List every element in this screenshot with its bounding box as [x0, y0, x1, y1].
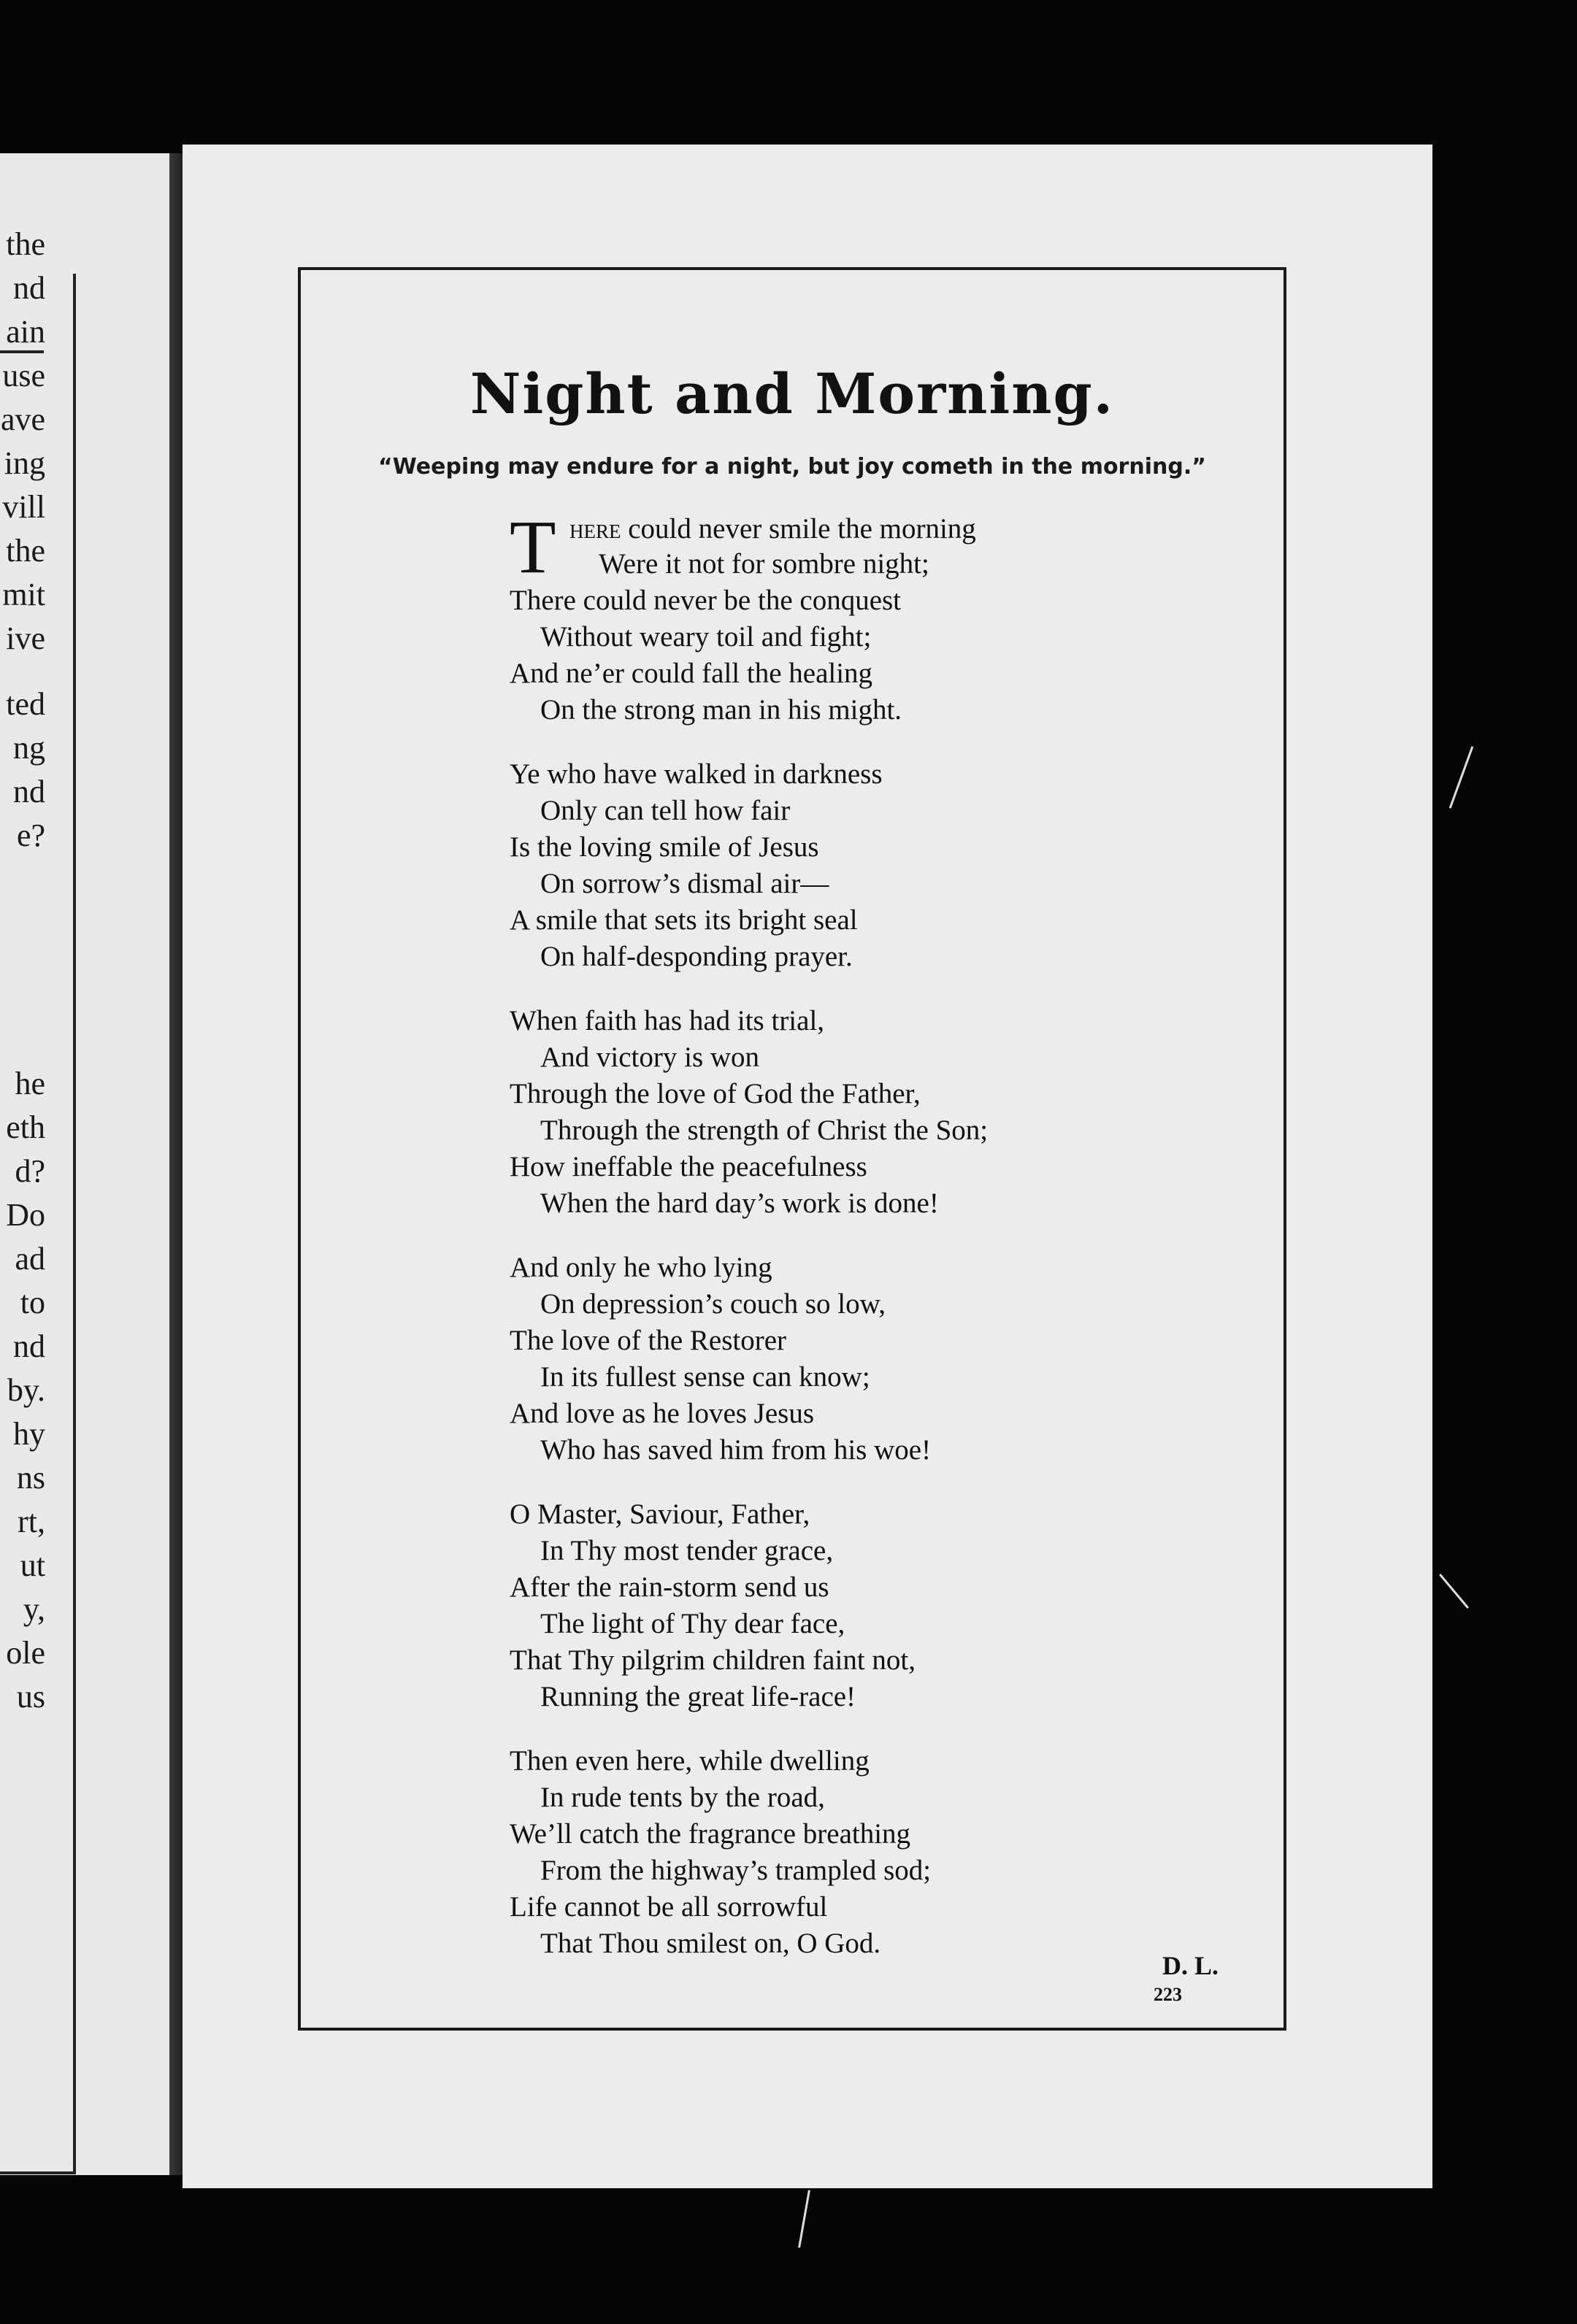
page-number: 223	[1154, 1984, 1182, 2005]
left-page	[0, 153, 178, 2175]
left-page-fragment: the	[6, 533, 45, 569]
left-page-fragment: vill	[2, 489, 45, 525]
poem-line: Then even here, while dwelling	[510, 1745, 870, 1777]
left-page-fragment: e?	[16, 817, 45, 853]
left-page-fragment: hy	[13, 1416, 45, 1452]
left-page-fragment: ns	[16, 1460, 45, 1496]
poem-line: How ineffable the peacefulness	[510, 1151, 867, 1182]
left-page-fragment: to	[20, 1285, 45, 1320]
poem-line: Who has saved him from his woe!	[540, 1434, 932, 1466]
left-page-fragment: the	[6, 226, 45, 262]
paper-fiber	[798, 2190, 810, 2247]
poem-line: Ye who have walked in darkness	[510, 758, 883, 790]
left-page-fragment: Do	[6, 1197, 45, 1233]
poem-line: When faith has had its trial,	[510, 1005, 825, 1036]
poem-line: Through the strength of Christ the Son;	[540, 1115, 989, 1146]
left-page-fragment: nd	[13, 270, 45, 306]
left-page-fragment: ive	[6, 620, 45, 656]
poem-line: After the rain-storm send us	[510, 1571, 829, 1603]
left-page-fragment: rt,	[18, 1504, 45, 1539]
poem-line: That Thy pilgrim children faint not,	[510, 1644, 916, 1676]
poem-line: The love of the Restorer	[510, 1325, 787, 1356]
poem-line: From the highway’s trampled sod;	[540, 1855, 932, 1886]
poem-line: Through the love of God the Father,	[510, 1078, 921, 1109]
left-page-fragment: ted	[6, 686, 45, 722]
author-signature: D. L.	[1162, 1951, 1219, 1980]
paper-fiber	[1439, 1574, 1469, 1609]
left-page-fragment: mit	[2, 577, 45, 612]
poem-line: In rude tents by the road,	[540, 1782, 825, 1813]
poem-line: Were it not for sombre night;	[599, 548, 929, 580]
poem-line: There could never be the conquest	[510, 585, 902, 616]
poem-line: And love as he loves Jesus	[510, 1398, 815, 1429]
poem-line: Without weary toil and fight;	[540, 621, 872, 653]
poem-line: When the hard day’s work is done!	[540, 1188, 939, 1219]
poem-line: And victory is won	[540, 1042, 760, 1073]
left-page-fragment: y,	[23, 1591, 45, 1627]
poem-line: The light of Thy dear face,	[540, 1608, 845, 1639]
poem-line: A smile that sets its bright seal	[510, 904, 858, 936]
left-page-fragment: he	[15, 1066, 45, 1101]
left-page-fragment: ole	[6, 1635, 45, 1671]
poem-line: On depression’s couch so low,	[540, 1288, 886, 1320]
paper-fiber	[1449, 746, 1474, 809]
poem-epigraph: “Weeping may endure for a night, but joy cometh in the morning.”	[378, 454, 1206, 480]
first-line-rest: could never smile the morning	[621, 513, 976, 545]
left-page-fragment: eth	[6, 1109, 45, 1145]
drop-cap: T	[510, 505, 556, 589]
poem-line: And ne’er could fall the healing	[510, 658, 873, 689]
poem-line: And only he who lying	[510, 1252, 772, 1283]
poem-first-line	[569, 511, 976, 547]
poem-line: On sorrow’s dismal air—	[540, 868, 829, 899]
left-page-fragment: use	[2, 358, 45, 393]
poem-line: We’ll catch the fragrance breathing	[510, 1818, 911, 1850]
left-page-fragment: us	[16, 1679, 45, 1715]
left-page-fragment: ave	[0, 401, 45, 437]
poem-line: O Master, Saviour, Father,	[510, 1498, 810, 1530]
poem-line: Life cannot be all sorrowful	[510, 1891, 828, 1923]
left-page-fragment: ng	[13, 730, 45, 766]
left-page-fragment: ain	[6, 314, 45, 350]
left-page-fragment: ing	[4, 445, 45, 481]
poem-line: Only can tell how fair	[540, 795, 791, 826]
poem-title: Night and Morning.	[469, 361, 1115, 426]
first-line-smallcaps: here	[569, 513, 621, 545]
poem-line: Is the loving smile of Jesus	[510, 831, 819, 863]
left-page-fragment: ut	[20, 1547, 45, 1583]
left-page-fragment: d?	[15, 1153, 45, 1189]
poem-line: In Thy most tender grace,	[540, 1535, 834, 1566]
left-page-fragment: nd	[13, 1328, 45, 1364]
left-page-fragment: nd	[13, 774, 45, 809]
poem-line: Running the great life-race!	[540, 1681, 856, 1712]
left-page-fragment: by.	[7, 1372, 45, 1408]
left-page-fragment: ad	[15, 1241, 45, 1277]
poem-line: That Thou smilest on, O God.	[540, 1928, 881, 1959]
poem-line: On the strong man in his might.	[540, 694, 902, 726]
poem-line: On half-desponding prayer.	[540, 941, 853, 972]
poem-line: In its fullest sense can know;	[540, 1361, 870, 1393]
